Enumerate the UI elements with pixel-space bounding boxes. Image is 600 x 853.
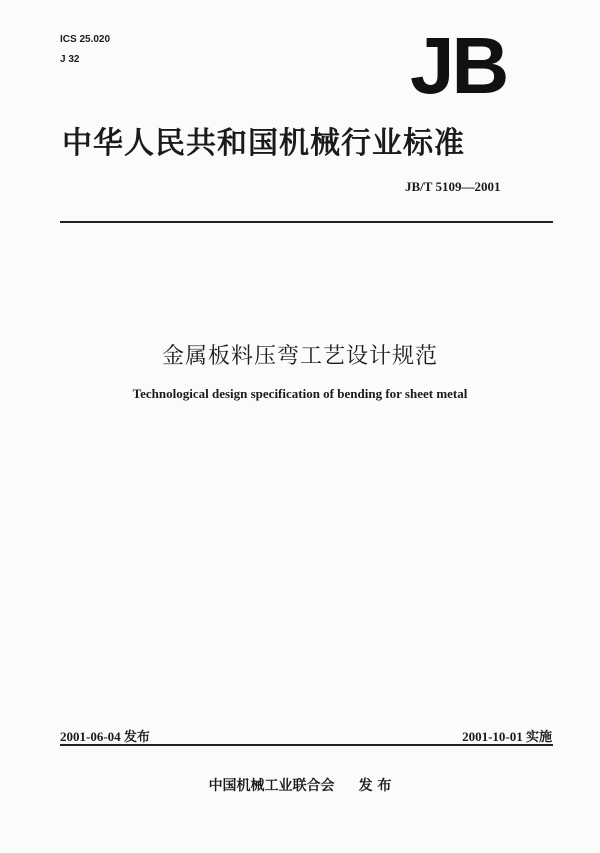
implementation-date: 2001-10-01 实施 <box>462 729 552 744</box>
publisher-name: 中国机械工业联合会 <box>208 778 335 794</box>
classification-code: J 32 <box>60 54 80 65</box>
ics-code: ICS 25.020 <box>60 34 111 45</box>
document-title-cn: 金属板料压弯工艺设计规范 <box>161 344 438 369</box>
bottom-divider <box>60 744 553 746</box>
publisher-line <box>0 775 600 795</box>
top-divider <box>60 221 553 223</box>
document-title-en: Technological design specification of bending for sheet metal <box>132 386 468 401</box>
standard-category-title: 中华人民共和国机械行业标准 <box>62 126 465 161</box>
jb-logo: JB <box>410 21 507 110</box>
publish-label: 发 布 <box>358 778 392 794</box>
issue-date: 2001-06-04 发布 <box>60 729 150 744</box>
standard-number: JB/T 5109—2001 <box>405 179 501 194</box>
